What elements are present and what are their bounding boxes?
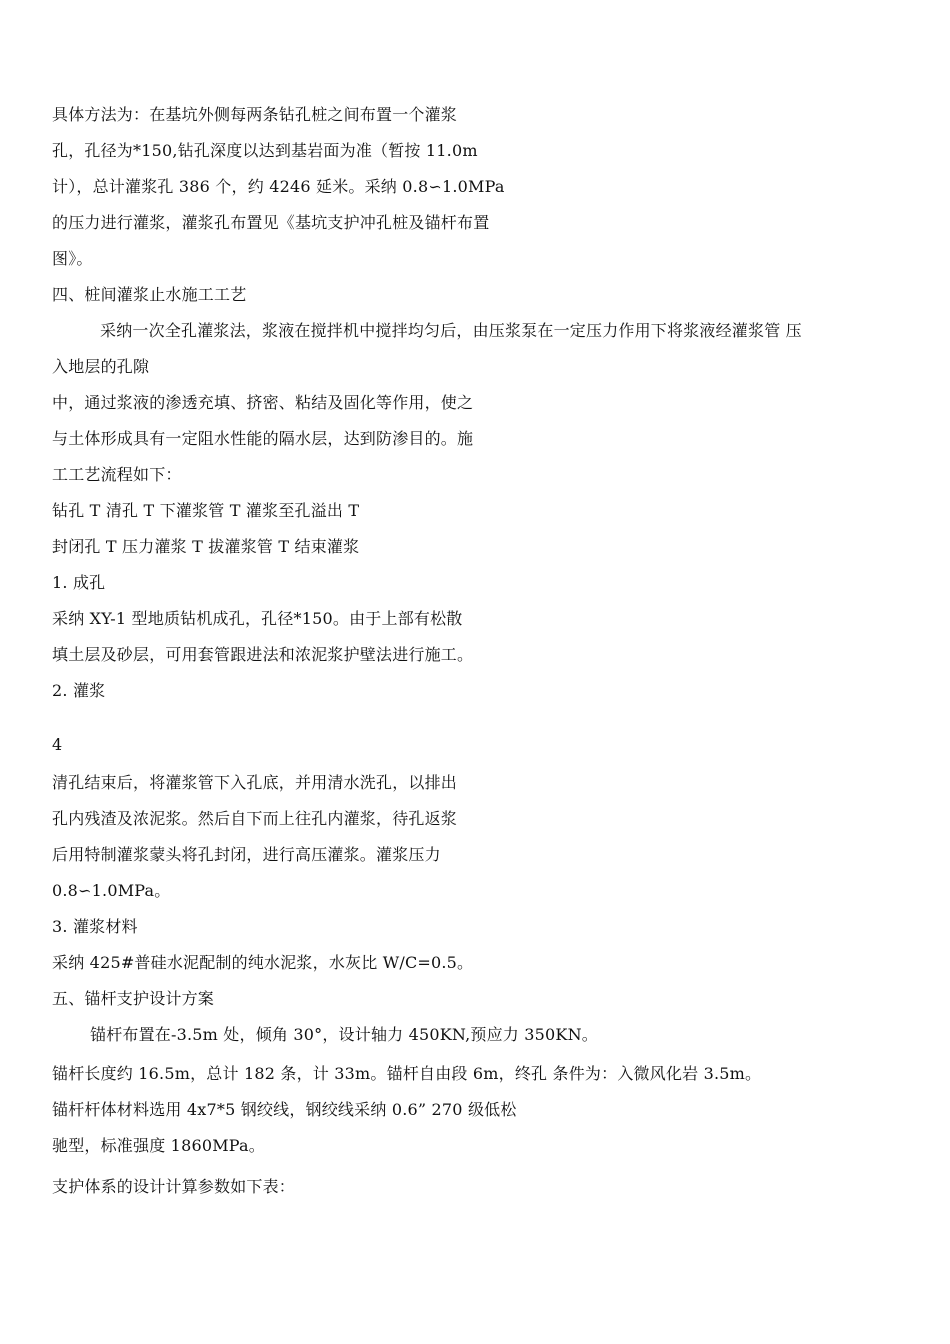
paragraph-line: 与土体形成具有一定阻水性能的隔水层，达到防渗目的。施 [52, 429, 474, 448]
paragraph-line: 工工艺流程如下： [52, 465, 182, 484]
process-flow-line: 钻孔 T 清孔 T 下灌浆管 T 灌浆至孔溢出 T [52, 501, 360, 520]
paragraph-line: 入地层的孔隙 [52, 357, 150, 376]
paragraph-line: 驰型，标准强度 1860MPa。 [52, 1136, 265, 1155]
subsection-heading: 1. 成孔 [52, 573, 106, 592]
paragraph-line: 计），总计灌浆孔 386 个，约 4246 延米。采纳 0.8∽1.0MPa [52, 177, 505, 196]
paragraph-line: 采纳 425#普硅水泥配制的纯水泥浆，水灰比 W/C=0.5。 [52, 953, 474, 972]
paragraph-line: 孔，孔径为*150,钻孔深度以达到基岩面为准（暂按 11.0m [52, 141, 478, 160]
subsection-heading: 3. 灌浆材料 [52, 917, 138, 936]
process-flow-line: 封闭孔 T 压力灌浆 T 拔灌浆管 T 结束灌浆 [52, 537, 360, 556]
section-heading: 四、桩间灌浆止水施工工艺 [52, 285, 247, 304]
paragraph-line: 具体方法为：在基坑外侧每两条钻孔桩之间布置一个灌浆 [52, 105, 458, 124]
subsection-heading: 2. 灌浆 [52, 681, 106, 700]
paragraph-line: 填土层及砂层，可用套管跟进法和浓泥浆护壁法进行施工。 [52, 645, 474, 664]
page-number: 4 [52, 735, 63, 754]
paragraph-line: 图》。 [52, 249, 93, 268]
paragraph-line: 后用特制灌浆蒙头将孔封闭，进行高压灌浆。灌浆压力 [52, 845, 441, 864]
paragraph-line: 清孔结束后，将灌浆管下入孔底，并用清水洗孔，以排出 [52, 773, 458, 792]
paragraph-line: 锚杆杆体材料选用 4x7*5 钢绞线，钢绞线采纳 0.6” 270 级低松 [52, 1100, 517, 1119]
paragraph-line: 锚杆长度约 16.5m，总计 182 条，计 33m。锚杆自由段 6m，终孔 条件为：入微风化岩 3.5m。 [52, 1064, 762, 1083]
paragraph-line: 的压力进行灌浆，灌浆孔布置见《基坑支护冲孔桩及锚杆布置 [52, 213, 490, 232]
paragraph-line: 支护体系的设计计算参数如下表： [52, 1177, 296, 1196]
paragraph-line: 中，通过浆液的渗透充填、挤密、粘结及固化等作用，使之 [52, 393, 474, 412]
paragraph-line: 采纳一次全孔灌浆法，浆液在搅拌机中搅拌均匀后，由压浆泵在一定压力作用下将浆液经灌浆管 压 [100, 321, 802, 340]
section-heading: 五、锚杆支护设计方案 [52, 989, 215, 1008]
paragraph-line: 孔内残渣及浓泥浆。然后自下而上往孔内灌浆，待孔返浆 [52, 809, 458, 828]
paragraph-line: 锚杆布置在-3.5m 处，倾角 30°，设计轴力 450KN,预应力 350KN。 [90, 1025, 598, 1044]
paragraph-line: 0.8∽1.0MPa。 [52, 881, 171, 900]
paragraph-line: 采纳 XY-1 型地质钻机成孔，孔径*150。由于上部有松散 [52, 609, 463, 628]
